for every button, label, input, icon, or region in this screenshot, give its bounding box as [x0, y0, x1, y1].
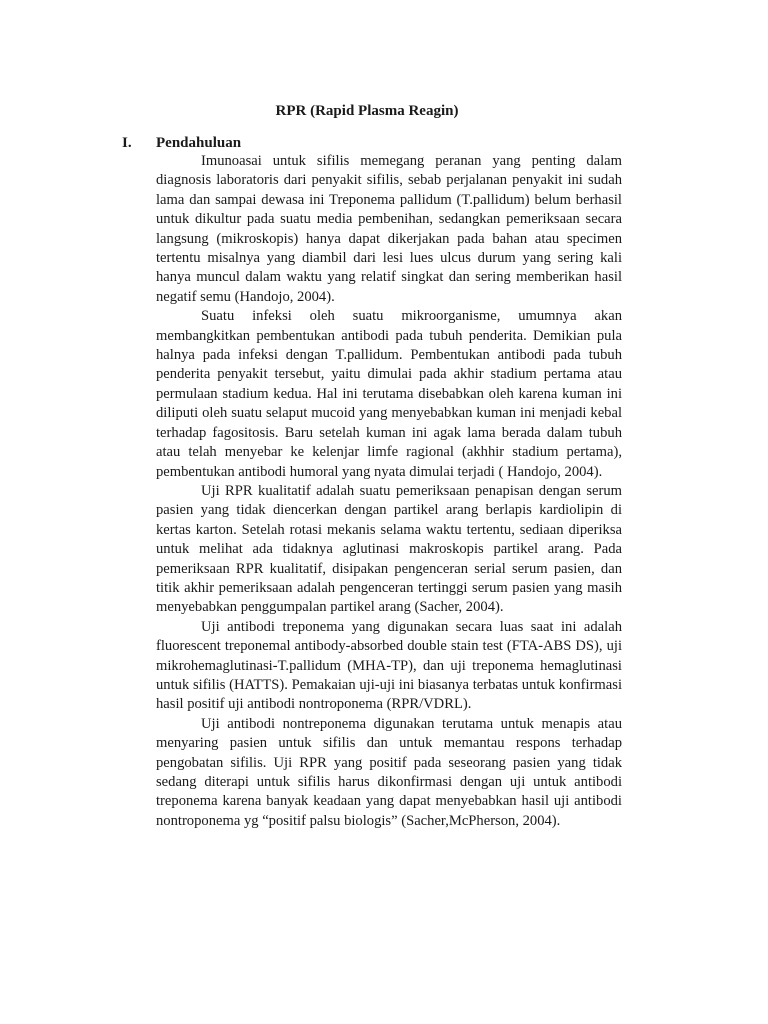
section-number: I.	[122, 135, 132, 151]
paragraph: Imunoasai untuk sifilis memegang peranan yang penting dalam diagnosis laboratoris dari penyakit sifilis, sebab perjalanan penyakit ini sudah lama dan sampai dewasa ini Treponema pallidum (T.pallidum) belum berhasil untuk dikultur pada suatu media pembenihan, sedangkan pemeriksaan secara langsung (mikroskopis) hanya dapat dikerjakan pada bahan atau specimen tertentu misalnya yang diambil dari lesi lues ulcus durum yang sering kali hanya muncul dalam waktu yang relatif singkat dan sering memberikan hasil negatif semu (Handojo, 2004).	[156, 153, 622, 305]
paragraph: Uji antibodi treponema yang digunakan secara luas saat ini adalah fluorescent treponemal antibody-absorbed double stain test (FTA-ABS DS), uji mikrohemaglutinasi-T.pallidum (MHA-TP), dan uji treponema hemaglutinasi untuk sifilis (HATTS). Pemakaian uji-uji ini biasanya terbatas untuk konfirmasi hasil positif uji antibodi nontroponema (RPR/VDRL).	[156, 618, 622, 713]
section-heading: Pendahuluan	[156, 135, 242, 151]
document-body	[156, 152, 622, 831]
document-title: RPR (Rapid Plasma Reagin)	[275, 103, 459, 119]
paragraph: Suatu infeksi oleh suatu mikroorganisme, umumnya akan membangkitkan pembentukan antibodi pada tubuh penderita. Demikian pula halnya pada infeksi dengan T.pallidum. Pembentukan antibodi pada tubuh penderita penyakit tersebut, yaitu dimulai pada akhir stadium pertama atau permulaan stadium kedua. Hal ini terutama disebabkan oleh karena kuman ini diliputi oleh suatu selaput mucoid yang menyebabkan kuman ini menjadi kebal terhadap fagositosis. Baru setelah kuman ini agak lama berada dalam tubuh atau telah menyebar ke kelenjar limfe ragional (akhhir stadium pertama), pembentukan antibodi humoral yang nyata dimulai terjadi ( Handojo, 2004).	[156, 308, 622, 480]
paragraph: Uji antibodi nontreponema digunakan terutama untuk menapis atau menyaring pasien untuk sifilis dan untuk memantau respons terhadap pengobatan sifilis. Uji RPR yang positif pada seseorang pasien yang tidak sedang diterapi untuk sifilis harus dikonfirmasi dengan uji untuk antibodi treponema karena banyak keadaan yang dapat menyebabkan hasil uji antibodi nontroponema yg “positif palsu biologis” (Sacher,McPherson, 2004).	[156, 715, 622, 829]
paragraph: Uji RPR kualitatif adalah suatu pemeriksaan penapisan dengan serum pasien yang tidak diencerkan dengan partikel arang berlapis kardiolipin di kertas karton. Setelah rotasi mekanis selama waktu tertentu, sediaan diperiksa untuk melihat ada tidaknya aglutinasi makroskopis partikel arang. Pada pemeriksaan RPR kualitatif, disipakan pengenceran serial serum pasien, dan titik akhir pemeriksaan adalah pengenceran tertinggi serum pasien yang masih menyebabkan penggumpalan partikel arang (Sacher, 2004).	[156, 482, 622, 616]
